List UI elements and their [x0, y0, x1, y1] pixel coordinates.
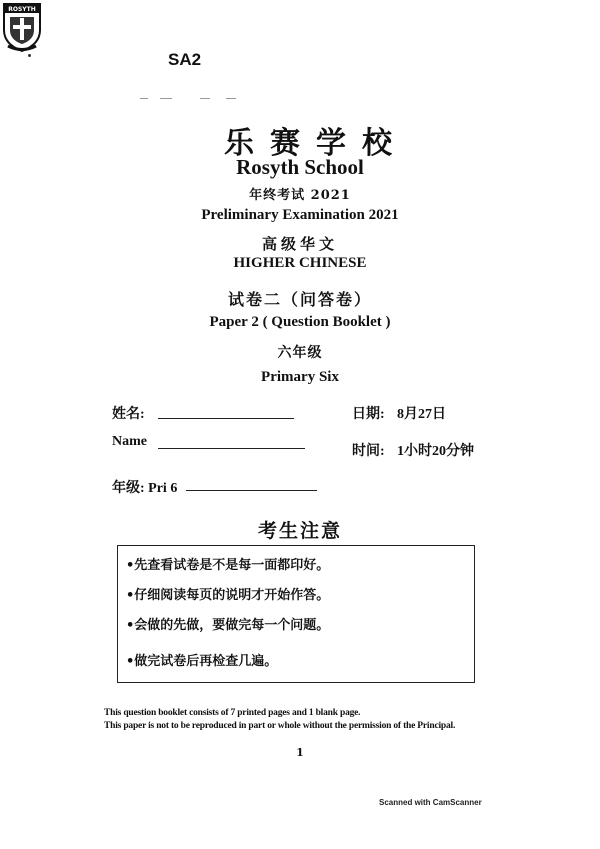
scan-dash [140, 98, 148, 99]
time-value: 1小时20分钟 [397, 444, 474, 459]
crest-text: ROSYTH [8, 6, 36, 13]
exam-title-chinese: 年终考试 2021 [249, 188, 351, 203]
class-label: 年级: Pri 6 [112, 481, 178, 496]
date-value: 8月27日 [397, 407, 446, 422]
scan-dash [160, 98, 172, 99]
scan-dash [200, 98, 210, 99]
paper-title-english: Paper 2 ( Question Booklet ) [209, 314, 391, 330]
name-english-label: Name [112, 434, 147, 449]
corner-label: SA2 [168, 50, 202, 69]
school-name-chinese: 乐赛学校 [224, 126, 408, 161]
school-crest-logo [0, 0, 44, 52]
scanner-watermark: Scanned with CamScanner [379, 798, 482, 807]
notice-item: •先查看试卷是不是每一面都印好。 [126, 558, 330, 573]
level-english: Primary Six [261, 369, 339, 385]
class-line[interactable] [186, 490, 317, 491]
date-label: 日期: [352, 407, 385, 422]
notice-box [117, 545, 475, 683]
notice-item: •仔细阅读每页的说明才开始作答。 [126, 588, 330, 603]
name-chinese-line[interactable] [158, 418, 294, 419]
name-chinese-label: 姓名: [112, 407, 145, 422]
school-name-english: Rosyth School [236, 155, 364, 179]
time-label: 时间: [352, 444, 385, 459]
name-english-line[interactable] [158, 448, 305, 449]
notice-item: •会做的先做，要做完每一个问题。 [126, 618, 330, 633]
scan-dash [226, 98, 236, 99]
subject-english: HIGHER CHINESE [233, 255, 367, 271]
subject-chinese: 高级华文 [261, 235, 338, 253]
copyright-note: This paper is not to be reproduced in part or whole without the permission of the Principal. [104, 721, 456, 731]
exam-title-english: Preliminary Examination 2021 [201, 207, 399, 223]
page-number: 1 [296, 746, 304, 759]
notice-title: 考生注意 [257, 520, 342, 542]
notice-item: •做完试卷后再检查几遍。 [126, 654, 278, 669]
scan-speck [28, 54, 31, 57]
paper-title-chinese: 试卷二（问答卷） [227, 290, 372, 309]
level-chinese: 六年级 [277, 345, 323, 361]
booklet-pages-note: This question booklet consists of 7 printed pages and 1 blank page. [104, 708, 361, 718]
